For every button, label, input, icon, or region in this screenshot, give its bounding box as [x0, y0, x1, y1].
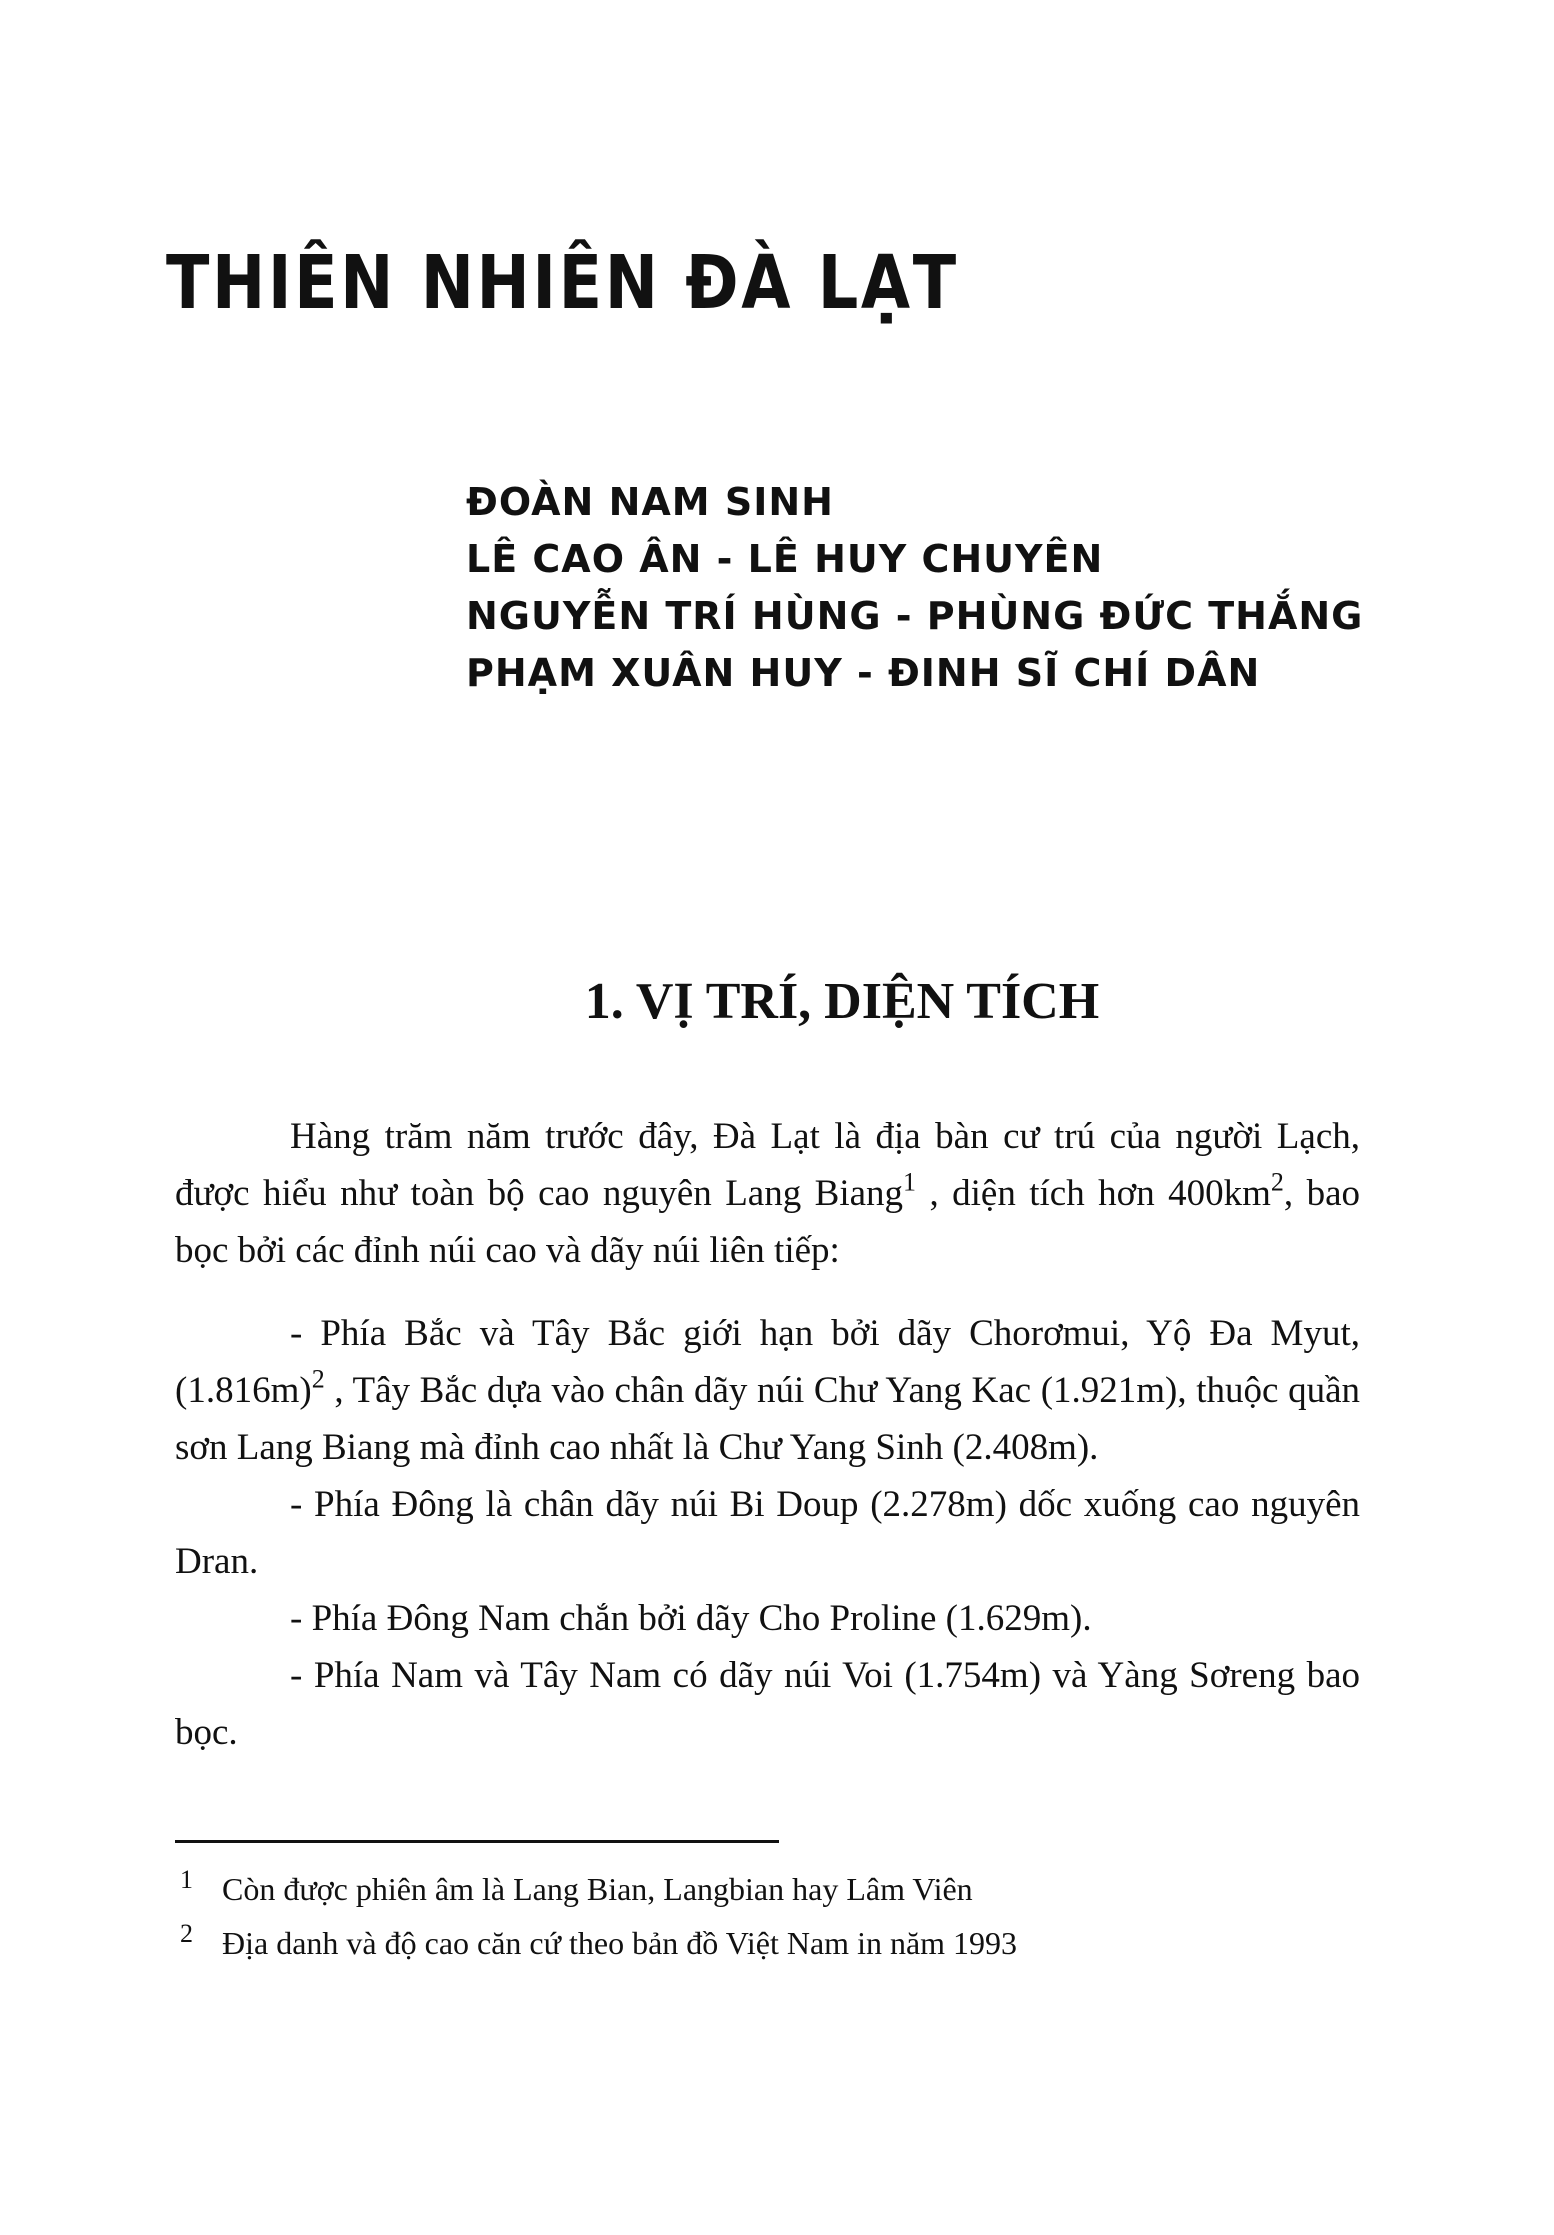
section-heading: 1. VỊ TRÍ, DIỆN TÍCH: [584, 973, 1100, 1030]
footnotes: [180, 1862, 1017, 1970]
author-line: LÊ CAO ÂN - LÊ HUY CHUYÊN: [466, 537, 1104, 581]
footnote-item: 1 Còn được phiên âm là Lang Bian, Langbian hay Lâm Viên: [180, 1865, 973, 1907]
paragraph-north: [175, 1305, 1360, 1476]
author-line: ĐOÀN NAM SINH: [466, 480, 834, 524]
paragraph-text: Hàng trăm năm trước đây, Đà Lạt là địa bàn cư trú của người Lạch, được hiểu như toàn bộ cao nguyên Lang Biang: [175, 1116, 1360, 1214]
paragraph-text: , Tây Bắc dựa vào chân dãy núi Chư Yang Kac (1.921m), thuộc quần sơn Lang Biang mà đỉnh cao nhất là Chư Yang Sinh (2.408m).: [175, 1370, 1360, 1468]
paragraph-south: - Phía Nam và Tây Nam có dãy núi Voi (1.754m) và Yàng Sơreng bao bọc.: [175, 1655, 1360, 1753]
footnote-ref: 2: [311, 1364, 325, 1394]
author-line: PHẠM XUÂN HUY - ĐINH SĨ CHÍ DÂN: [466, 651, 1261, 695]
footnote-divider: [175, 1840, 779, 1843]
footnote-text: Địa danh và độ cao căn cứ theo bản đồ Việt Nam in năm 1993: [222, 1925, 1018, 1961]
paragraph-east: - Phía Đông là chân dãy núi Bi Doup (2.278m) dốc xuống cao nguyên Dran.: [175, 1484, 1360, 1582]
paragraph-text: , diện tích hơn 400km: [916, 1173, 1271, 1214]
author-line: NGUYỄN TRÍ HÙNG - PHÙNG ĐỨC THẮNG: [466, 594, 1364, 638]
paragraph-southeast: - Phía Đông Nam chắn bởi dãy Cho Proline (1.629m).: [290, 1598, 1092, 1639]
footnote-item: 2 Địa danh và độ cao căn cứ theo bản đồ Việt Nam in năm 1993: [180, 1919, 1018, 1961]
author-list: [466, 474, 1363, 702]
footnote-text: Còn được phiên âm là Lang Bian, Langbian hay Lâm Viên: [222, 1871, 973, 1907]
chapter-title: THIÊN NHIÊN ĐÀ LẠT: [166, 240, 959, 326]
area-exponent: 2: [1270, 1167, 1284, 1197]
paragraph-intro: [175, 1108, 1360, 1279]
paragraph-text: , bao bọc bởi các đỉnh núi cao và dãy núi liên tiếp:: [175, 1173, 1360, 1271]
footnote-ref: 1: [903, 1167, 917, 1197]
paragraph-text: - Phía Bắc và Tây Bắc giới hạn bởi dãy Chorơmui, Yộ Đa Myut, (1.816m): [175, 1313, 1360, 1411]
body-text: [175, 1108, 1360, 1761]
